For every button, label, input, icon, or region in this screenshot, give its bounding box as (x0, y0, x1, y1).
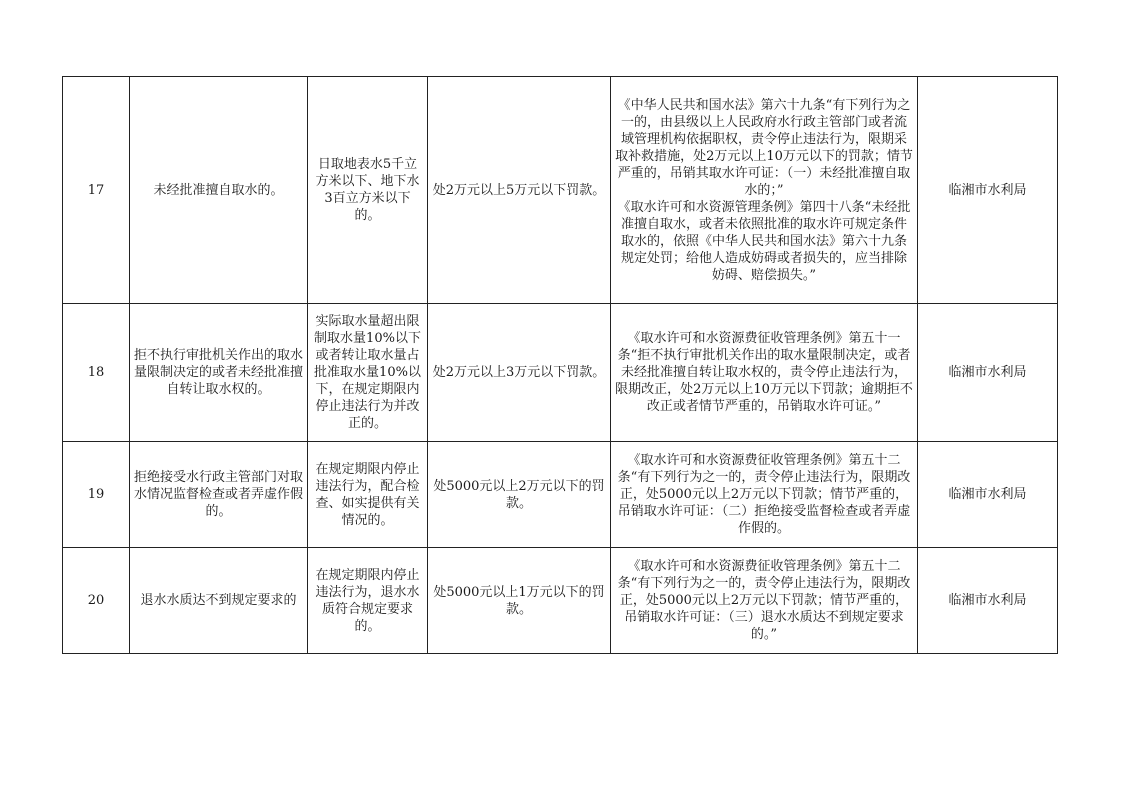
row-number: 18 (63, 304, 130, 442)
table-row (63, 304, 1058, 442)
legal-basis (611, 77, 918, 304)
violation-circumstance: 实际取水量超出限制取水量10%以下或者转让取水量占批准取水量10%以下，在规定期限内停止违法行为并改正的。 (308, 304, 428, 442)
violation-circumstance: 日取地表水5千立方米以下、地下水3百立方米以下的。 (308, 77, 428, 304)
row-number: 17 (63, 77, 130, 304)
penalty-range: 处2万元以上3万元以下罚款。 (428, 304, 611, 442)
violation-circumstance: 在规定期限内停止违法行为，配合检查、如实提供有关情况的。 (308, 442, 428, 548)
penalty-range: 处2万元以上5万元以下罚款。 (428, 77, 611, 304)
enforcement-authority: 临湘市水利局 (918, 304, 1058, 442)
legal-basis-paragraph: 《取水许可和水资源费征收管理条例》第五十二条“有下列行为之一的，责令停止违法行为，限期改正，处5000元以上2万元以下罚款；情节严重的，吊销取水许可证：（二）拒绝接受监督检查或者弄虚作假的。 (617, 453, 911, 536)
table-row (63, 77, 1058, 304)
legal-basis-paragraph: 《中华人民共和国水法》第六十九条“有下列行为之一的，由县级以上人民政府水行政主管部门或者流域管理机构依据职权，责令停止违法行为，限期采取补救措施，处2万元以上10万元以下的罚款；情节严重的，吊销其取水许可证：（一）未经批准擅自取水的；” (615, 97, 913, 198)
legal-basis (611, 548, 918, 654)
row-number: 19 (63, 442, 130, 548)
enforcement-authority: 临湘市水利局 (918, 77, 1058, 304)
violation-item: 拒绝接受水行政主管部门对取水情况监督检查或者弄虚作假的。 (130, 442, 308, 548)
violation-circumstance: 在规定期限内停止违法行为，退水水质符合规定要求的。 (308, 548, 428, 654)
legal-basis-paragraph: 《取水许可和水资源费征收管理条例》第五十一条“拒不执行审批机关作出的取水量限制决定，或者未经批准擅自转让取水权的，责令停止违法行为，限期改正，处2万元以上10万元以下罚款；逾期拒不改正或者情节严重的，吊销取水许可证。” (615, 331, 913, 414)
penalty-range: 处5000元以上2万元以下的罚款。 (428, 442, 611, 548)
table-row (63, 548, 1058, 654)
penalty-range: 处5000元以上1万元以下的罚款。 (428, 548, 611, 654)
legal-basis-paragraph: 《取水许可和水资源费征收管理条例》第五十二条“有下列行为之一的，责令停止违法行为，限期改正，处5000元以上2万元以下罚款；情节严重的，吊销取水许可证：（三）退水水质达不到规定要求的。” (617, 559, 911, 642)
enforcement-authority: 临湘市水利局 (918, 442, 1058, 548)
enforcement-authority: 临湘市水利局 (918, 548, 1058, 654)
legal-basis-paragraph: 《取水许可和水资源管理条例》第四十八条“未经批准擅自取水，或者未依照批准的取水许可规定条件取水的，依照《中华人民共和国水法》第六十九条规定处罚；给他人造成妨碍或者损失的，应当排除妨碍、赔偿损失。” (617, 199, 911, 283)
legal-basis (611, 442, 918, 548)
legal-basis (611, 304, 918, 442)
table-row (63, 442, 1058, 548)
penalty-standards-table (62, 76, 1058, 654)
violation-item: 退水水质达不到规定要求的 (130, 548, 308, 654)
violation-item: 拒不执行审批机关作出的取水量限制决定的或者未经批准擅自转让取水权的。 (130, 304, 308, 442)
violation-item: 未经批准擅自取水的。 (130, 77, 308, 304)
row-number: 20 (63, 548, 130, 654)
